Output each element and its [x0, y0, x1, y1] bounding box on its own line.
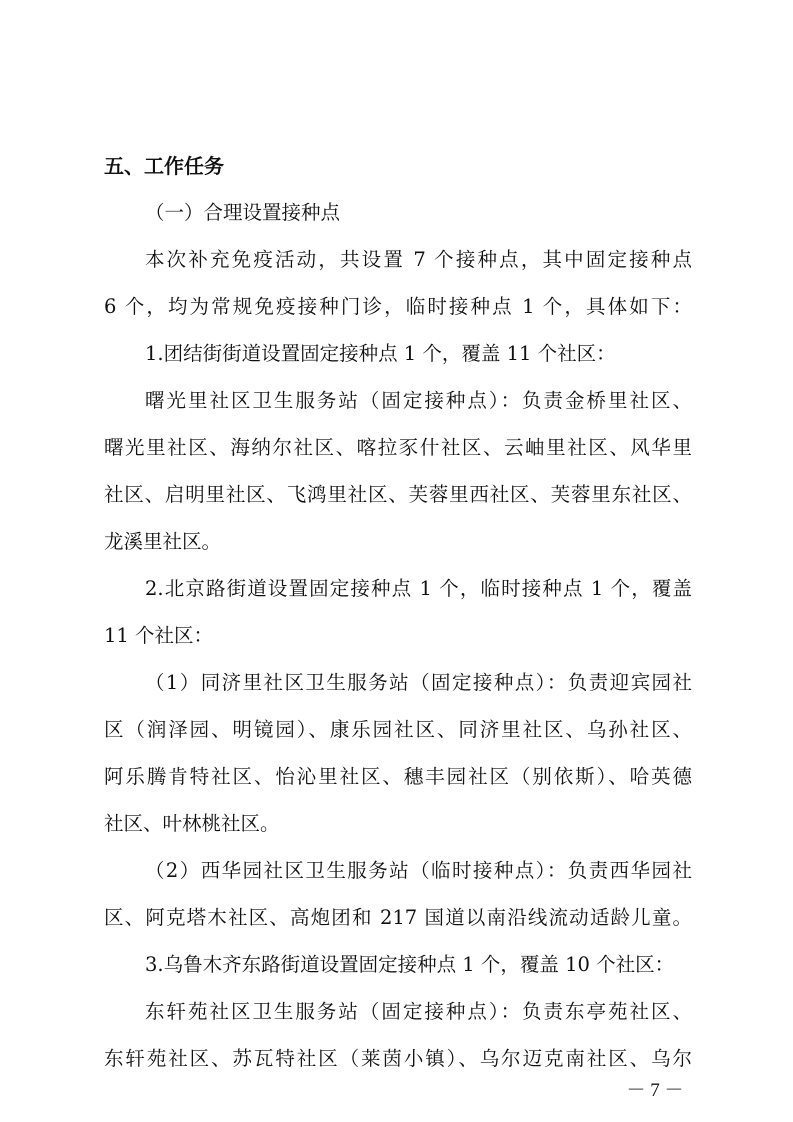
- paragraph-line: 龙溪里社区。: [104, 530, 222, 553]
- paragraph-line: 曙光里社区卫生服务站（固定接种点）：负责金桥里社区、: [145, 389, 692, 412]
- paragraph-line: 区（润泽园、明镜园）、康乐园社区、同济里社区、乌孙社区、: [104, 718, 692, 741]
- paragraph-line: 6 个，均为常规免疫接种门诊，临时接种点 1 个，具体如下：: [104, 295, 692, 318]
- paragraph-line: 3.乌鲁木齐东路街道设置固定接种点 1 个，覆盖 10 个社区：: [145, 953, 675, 976]
- paragraph-line: 社区、叶林桃社区。: [104, 812, 280, 835]
- paragraph-line: 曙光里社区、海纳尔社区、喀拉豕什社区、云岫里社区、风华里: [104, 436, 692, 459]
- paragraph-line: 东轩苑社区卫生服务站（固定接种点）：负责东亭苑社区、: [145, 1000, 692, 1023]
- paragraph-line: 东轩苑社区、苏瓦特社区（莱茵小镇）、乌尔迈克南社区、乌尔: [104, 1047, 692, 1070]
- paragraph-line: 1.团结街街道设置固定接种点 1 个，覆盖 11 个社区：: [145, 342, 616, 365]
- paragraph-line: 阿乐腾肯特社区、怡沁里社区、穗丰园社区（别依斯）、哈英德: [104, 765, 692, 788]
- paragraph-line: 本次补充免疫活动，共设置 7 个接种点，其中固定接种点: [145, 248, 692, 271]
- subsection-title: （一）合理设置接种点: [145, 201, 341, 224]
- paragraph-line: （1）同济里社区卫生服务站（固定接种点）：负责迎宾园社: [145, 671, 692, 694]
- paragraph-line: 2.北京路街道设置固定接种点 1 个，临时接种点 1 个，覆盖: [145, 577, 692, 600]
- paragraph-line: 11 个社区：: [104, 624, 214, 647]
- paragraph-line: 区、阿克塔木社区、高炮团和 217 国道以南沿线流动适龄儿童。: [104, 906, 692, 929]
- paragraph-line: 社区、启明里社区、飞鸿里社区、芙蓉里西社区、芙蓉里东社区、: [104, 483, 692, 506]
- page-number: － 7 －: [626, 1080, 684, 1101]
- paragraph-line: （2）西华园社区卫生服务站（临时接种点）：负责西华园社: [145, 859, 692, 882]
- section-title: 五、工作任务: [104, 154, 224, 178]
